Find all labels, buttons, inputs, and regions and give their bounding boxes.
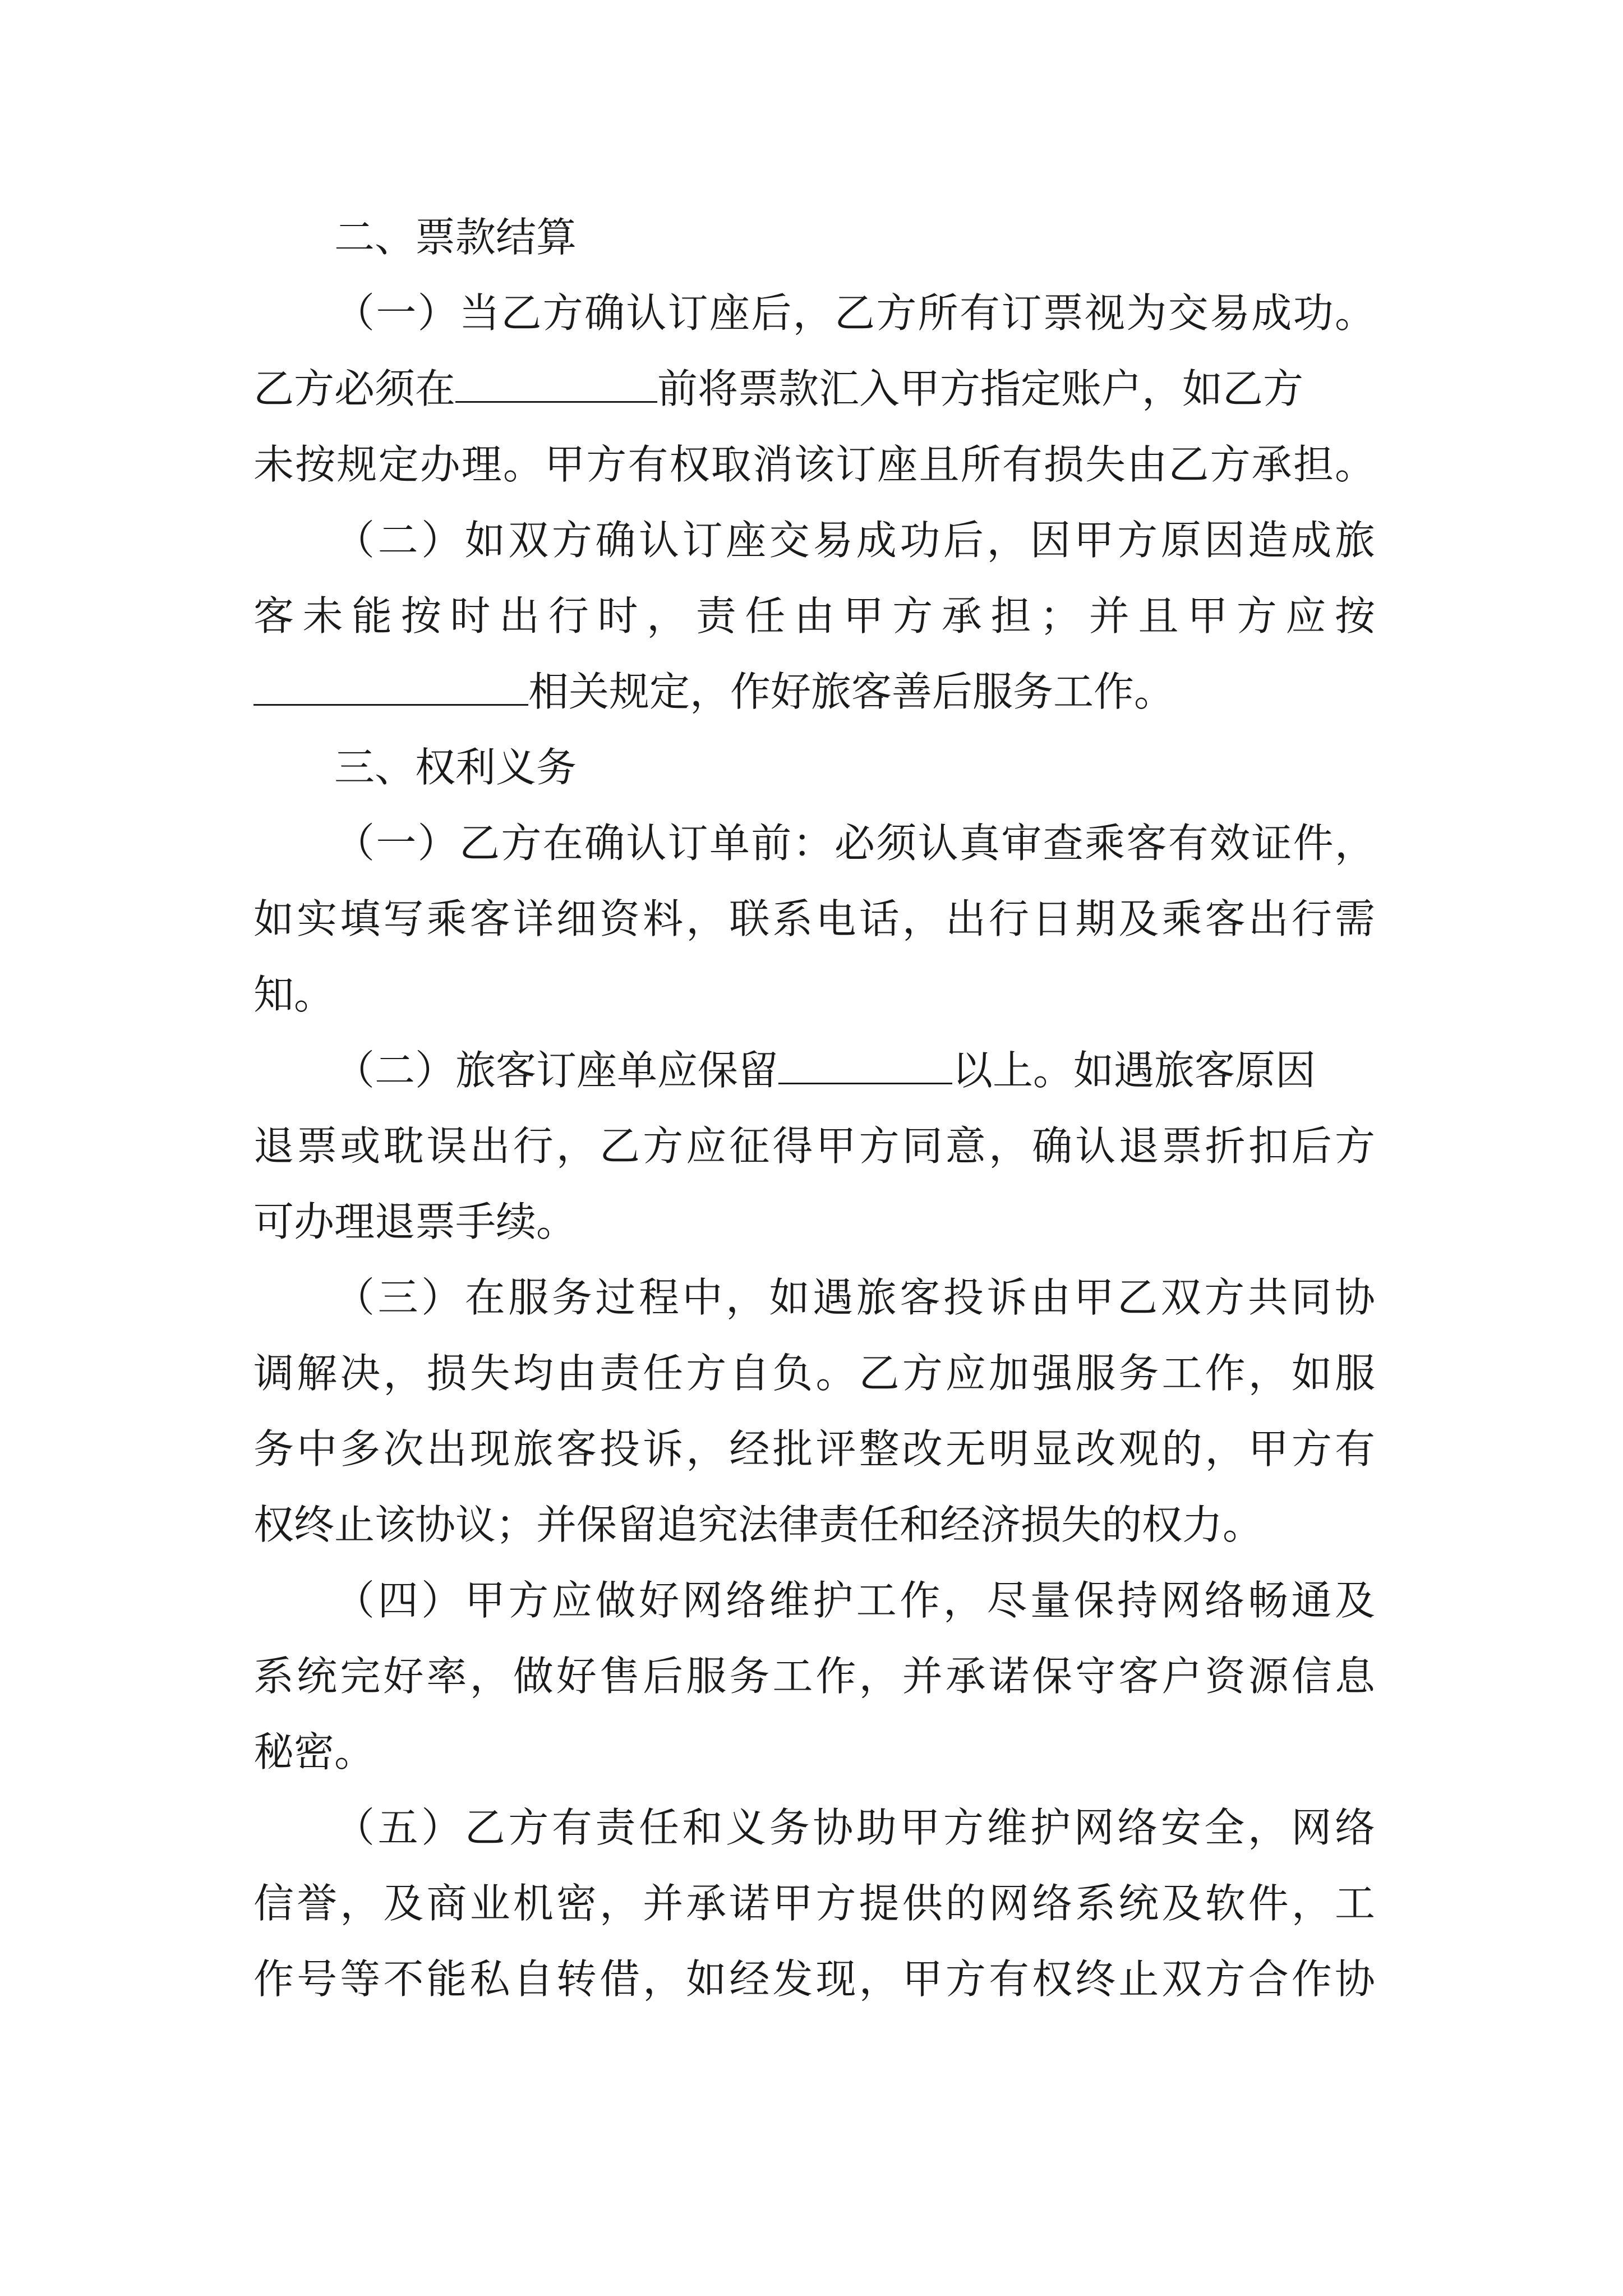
- section-heading-rights: 三、权利义务: [334, 744, 577, 791]
- section-heading-settlement: 二、票款结算: [334, 214, 577, 261]
- paragraph-line: 调解决，损失均由责任方自负。乙方应加强服务工作，如服: [253, 1350, 1375, 1397]
- paragraph-line: 信誉，及商业机密，并承诺甲方提供的网络系统及软件，工: [253, 1880, 1375, 1927]
- paragraph-line: 可办理退票手续。: [253, 1198, 577, 1245]
- fill-in-blank-deadline: [455, 365, 657, 403]
- paragraph-line: 秘密。: [253, 1728, 375, 1775]
- text-segment: （二）旅客订座单应保留: [334, 1047, 779, 1094]
- paragraph-line: 务中多次出现旅客投诉，经批评整改无明显改观的，甲方有: [253, 1425, 1375, 1473]
- paragraph-line: 未按规定办理。甲方有权取消该订座且所有损失由乙方承担。: [253, 441, 1375, 488]
- text-segment: 乙方必须在: [253, 365, 456, 412]
- paragraph-line: 客未能按时出行时，责任由甲方承担；并且甲方应按: [253, 592, 1375, 639]
- paragraph-line: （五）乙方有责任和义务协助甲方维护网络安全，网络: [334, 1804, 1375, 1851]
- paragraph-line: 作号等不能私自转借，如经发现，甲方有权终止双方合作协: [253, 1955, 1375, 2003]
- paragraph-line: （一）乙方在确认订单前：必须认真审查乘客有效证件，: [334, 820, 1375, 867]
- fill-in-blank-regulation: [253, 668, 528, 706]
- paragraph-line: （一）当乙方确认订座后，乙方所有订票视为交易成功。: [334, 289, 1375, 337]
- paragraph-line-with-blank: [334, 1045, 1316, 1096]
- paragraph-line: 如实填写乘客详细资料，联系电话，出行日期及乘客出行需: [253, 895, 1375, 942]
- paragraph-line-with-blank: [253, 666, 1174, 717]
- fill-in-blank-retention: [778, 1047, 952, 1084]
- paragraph-line: 知。: [253, 971, 335, 1018]
- text-segment: 相关规定，作好旅客善后服务工作。: [528, 668, 1175, 715]
- text-segment: 以上。如遇旅客原因: [952, 1047, 1316, 1094]
- paragraph-line: （二）如双方确认订座交易成功后，因甲方原因造成旅: [334, 517, 1375, 564]
- paragraph-line-with-blank: [253, 364, 1303, 414]
- paragraph-line: 系统完好率，做好售后服务工作，并承诺保守客户资源信息: [253, 1653, 1375, 1700]
- paragraph-line: 退票或耽误出行，乙方应征得甲方同意，确认退票折扣后方: [253, 1122, 1375, 1170]
- paragraph-line: 权终止该协议；并保留追究法律责任和经济损失的权力。: [253, 1501, 1264, 1548]
- paragraph-line: （四）甲方应做好网络维护工作，尽量保持网络畅通及: [334, 1577, 1375, 1624]
- text-segment: 前将票款汇入甲方指定账户，如乙方: [657, 365, 1304, 412]
- paragraph-line: （三）在服务过程中，如遇旅客投诉由甲乙双方共同协: [334, 1274, 1375, 1321]
